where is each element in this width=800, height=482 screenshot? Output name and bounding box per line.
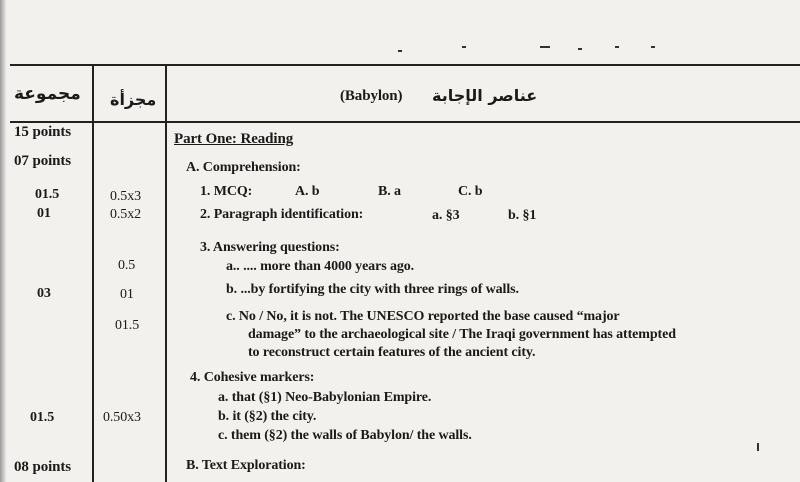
comprehension-heading: A. Comprehension: bbox=[186, 160, 301, 175]
answer-c-line-1: c. No / No, it is not. The UNESCO reported the base caused “major bbox=[226, 309, 620, 324]
page-shadow-edge bbox=[0, 0, 6, 482]
para-label: 2. Paragraph identification: bbox=[200, 207, 364, 222]
answer-b: b. ...by fortifying the city with three rings of walls. bbox=[226, 282, 519, 297]
col-divider-1 bbox=[92, 64, 94, 482]
part-one-heading: Part One: Reading bbox=[174, 131, 294, 147]
answer-c-line-2: damage” to the archaeological site / The Iraqi government has attempted bbox=[248, 327, 676, 342]
header-col-part: مجزأة bbox=[110, 90, 157, 109]
answer-a-part-score: 0.5 bbox=[118, 258, 136, 273]
header-col-group: مجموعة bbox=[14, 84, 81, 104]
answering-heading: 3. Answering questions: bbox=[200, 240, 340, 255]
col-divider-2 bbox=[165, 64, 167, 482]
para-part-score: 0.5x2 bbox=[110, 207, 142, 222]
cohesive-group-score: 01.5 bbox=[30, 410, 55, 425]
mcq-answer-b: B. a bbox=[378, 184, 401, 199]
para-answer-b: b. §1 bbox=[508, 208, 537, 223]
cohesive-part-score: 0.50x3 bbox=[103, 410, 141, 425]
table-header-divider bbox=[10, 121, 800, 123]
answer-c-line-3: to reconstruct certain features of the ancient city. bbox=[248, 345, 536, 360]
cohesive-c: c. them (§2) the walls of Babylon/ the walls. bbox=[218, 428, 472, 443]
text-exploration-heading: B. Text Exploration: bbox=[186, 458, 306, 473]
header-title-latin: (Babylon) bbox=[340, 88, 403, 104]
scratch-mark bbox=[615, 46, 619, 48]
scratch-mark bbox=[651, 46, 655, 48]
para-group-score: 01 bbox=[37, 206, 51, 221]
reading-points: 15 points bbox=[14, 124, 72, 140]
answering-group-score: 03 bbox=[37, 286, 51, 301]
table-top-border bbox=[10, 64, 800, 66]
scratch-mark bbox=[462, 46, 466, 48]
cohesive-a: a. that (§1) Neo-Babylonian Empire. bbox=[218, 390, 432, 405]
cohesive-b: b. it (§2) the city. bbox=[218, 409, 317, 424]
header-title-arabic: عناصر الإجابة bbox=[432, 86, 538, 105]
text-exploration-points: 08 points bbox=[14, 459, 72, 475]
mcq-part-score: 0.5x3 bbox=[110, 189, 142, 204]
cohesive-heading: 4. Cohesive markers: bbox=[190, 370, 315, 385]
scratch-mark bbox=[398, 50, 402, 52]
answer-b-part-score: 01 bbox=[120, 287, 134, 302]
para-answer-a: a. §3 bbox=[432, 208, 460, 223]
mcq-answer-a: A. b bbox=[295, 184, 320, 199]
scratch-mark bbox=[540, 46, 550, 48]
stray-mark bbox=[757, 443, 759, 451]
scratch-mark bbox=[578, 48, 582, 50]
comprehension-points: 07 points bbox=[14, 153, 72, 169]
answer-c-part-score: 01.5 bbox=[115, 318, 140, 333]
mcq-group-score: 01.5 bbox=[35, 187, 60, 202]
answer-a: a.. .... more than 4000 years ago. bbox=[226, 259, 415, 274]
mcq-label: 1. MCQ: bbox=[200, 184, 253, 199]
mcq-answer-c: C. b bbox=[458, 184, 483, 199]
